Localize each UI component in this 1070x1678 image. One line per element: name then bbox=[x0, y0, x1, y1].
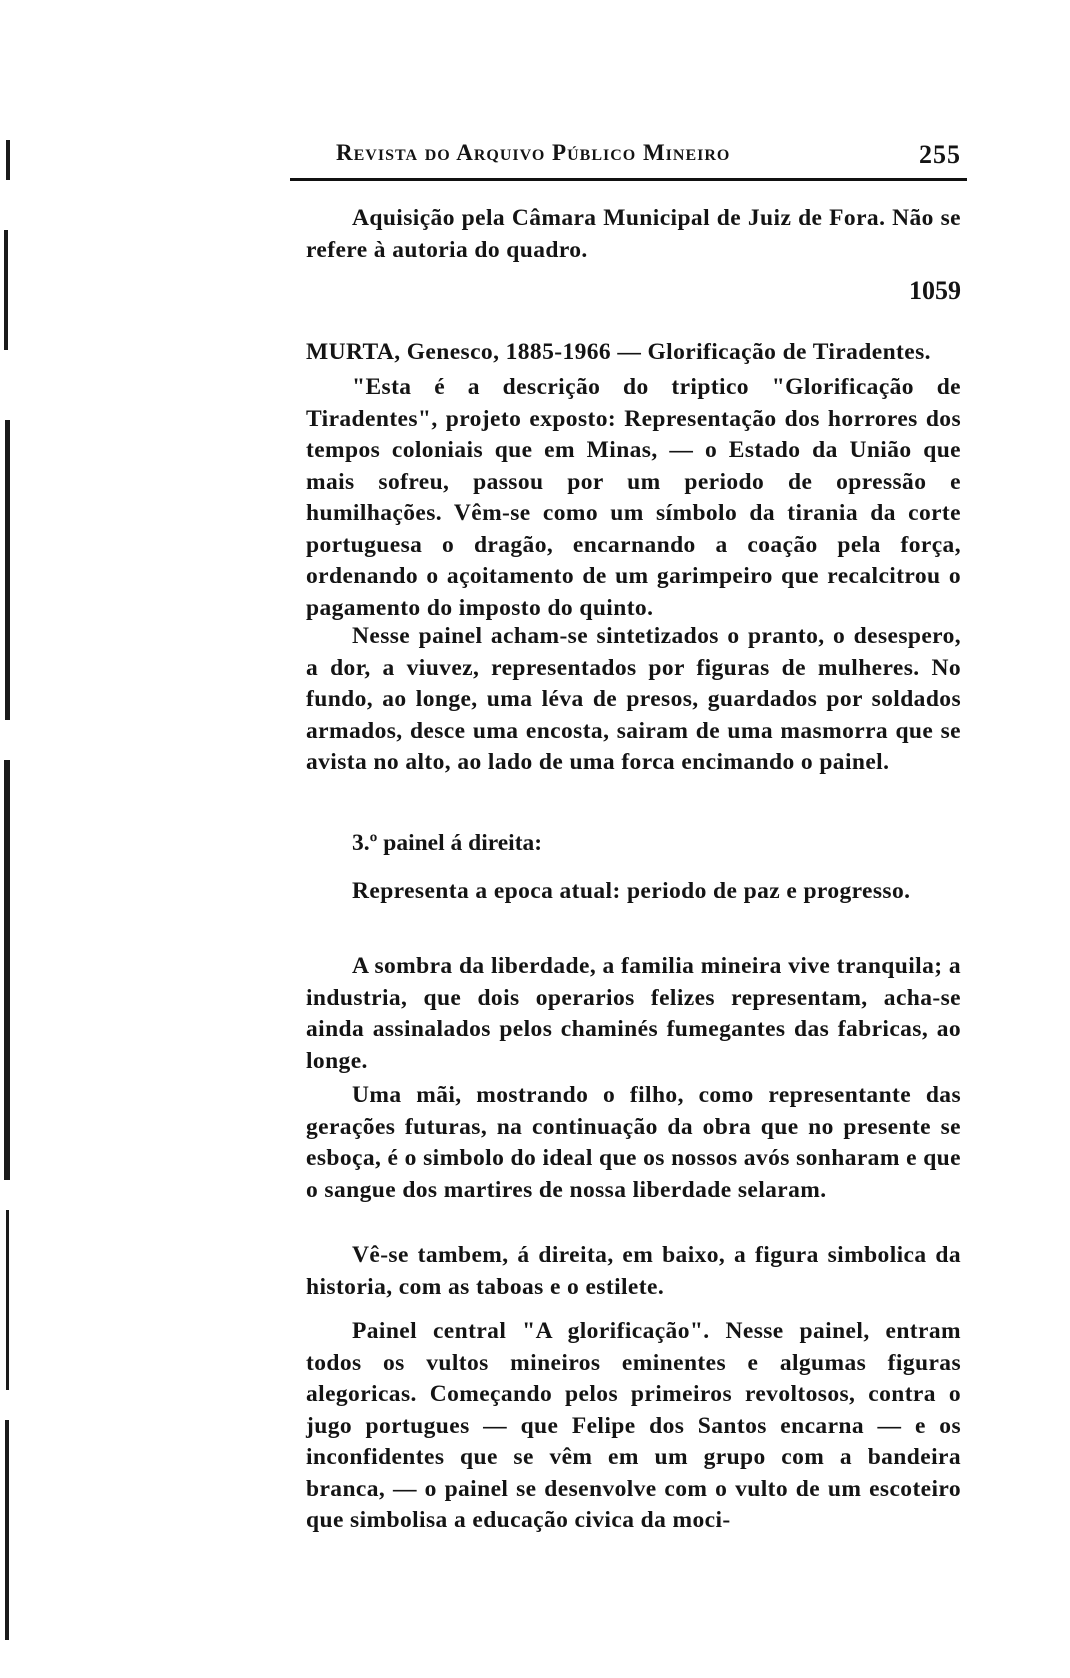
paragraph-text: Nesse painel acham-se sintetizados o pranto, o desespero, a dor, a viuvez, representados por figuras de mulheres. No fundo, ao longe, uma léva de presos, guardados por soldados armados, desce uma encosta, sairam de uma masmorra que se avista no alto, ao lado de uma forca encimando o painel. bbox=[306, 623, 961, 775]
paragraph-1 bbox=[306, 372, 961, 624]
paragraph-text: Painel central "A glorificação". Nesse painel, entram todos os vultos mineiros eminentes e algumas figuras alegoricas. Começando pelos primeiros revoltosos, contra o jugo portugues — que Felipe dos Santos encarna — e os inconfidentes que se vêm em um grupo com a bandeira branca, — o painel se desenvolve com o vulto de um escoteiro que simbolisa a educação civica da moci- bbox=[306, 1318, 961, 1533]
journal-title: Revista do Arquivo Público Mineiro bbox=[336, 140, 731, 165]
paragraph-3 bbox=[306, 876, 961, 908]
paragraph-text: A sombra da liberdade, a familia mineira vive tranquila; a industria, que dois operarios felizes representam, acha-se ainda assinalados pelos chaminés fumegantes das fabricas, ao longe. bbox=[306, 953, 961, 1074]
entry-number: 1059 bbox=[909, 276, 961, 305]
page-number: 255 bbox=[919, 140, 961, 169]
paragraph-text: "Esta é a descrição do triptico "Glorificação de Tiradentes", projeto exposto: Representação dos horrores dos tempos coloniais que em Minas, — o Estado da União que mais sofreu, passou por um periodo de opressão e humilhações. Vêm-se como um símbolo da tirania da corte portuguesa o dragão, encarnando a coação pela força, ordenando o açoitamento de um garimpeiro que recalcitrou o pagamento do imposto do quinto. bbox=[306, 374, 961, 621]
header-rule bbox=[290, 178, 967, 181]
entry-heading: MURTA, Genesco, 1885-1966 — Glorificação de Tiradentes. bbox=[306, 339, 931, 365]
page-edge-shadow bbox=[0, 0, 24, 1678]
paragraph-text: Vê-se tambem, á direita, em baixo, a figura simbolica da historia, com as taboas e o estilete. bbox=[306, 1242, 961, 1300]
paragraph-2 bbox=[306, 621, 961, 779]
intro-paragraph bbox=[306, 203, 961, 266]
paragraph-5 bbox=[306, 1080, 961, 1206]
paragraph-6 bbox=[306, 1240, 961, 1303]
paragraph-4 bbox=[306, 951, 961, 1077]
subheading: 3.º painel á direita: bbox=[352, 830, 543, 856]
paragraph-text: Uma mãi, mostrando o filho, como representante das gerações futuras, na continuação da obra que no presente se esboça, é o simbolo do ideal que os nossos avós sonharam e que o sangue dos martires de nossa liberdade selaram. bbox=[306, 1082, 961, 1203]
paragraph-7 bbox=[306, 1316, 961, 1537]
intro-text: Aquisição pela Câmara Municipal de Juiz de Fora. Não se refere à autoria do quadro. bbox=[306, 205, 961, 263]
paragraph-text: Representa a epoca atual: periodo de paz e progresso. bbox=[352, 878, 911, 904]
